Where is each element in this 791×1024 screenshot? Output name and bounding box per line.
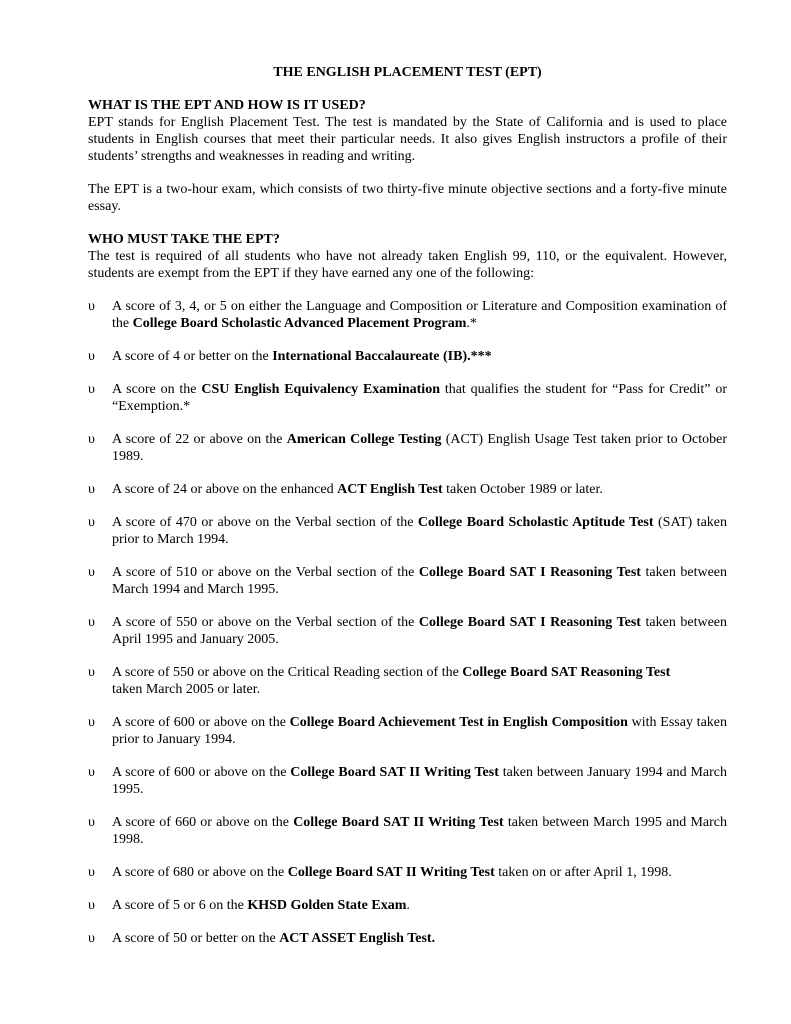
list-item bbox=[88, 714, 727, 748]
list-item bbox=[88, 431, 727, 465]
bullet-icon: υ bbox=[88, 382, 95, 397]
item-text: A score of 550 or above on the Critical Reading section of the bbox=[112, 665, 463, 680]
list-item bbox=[88, 564, 727, 598]
list-item bbox=[88, 814, 727, 848]
item-text: A score of 5 or 6 on the bbox=[112, 898, 248, 913]
item-text: taken on or after April 1, 1998. bbox=[494, 865, 672, 880]
item-text: taken between March 1994 and March 1995. bbox=[112, 565, 728, 597]
item-text: . bbox=[406, 898, 410, 913]
list-item bbox=[88, 930, 727, 947]
bullet-icon: υ bbox=[88, 515, 95, 530]
bold-test-name: KHSD Golden State Exam bbox=[247, 898, 407, 913]
bullet-icon: υ bbox=[88, 931, 95, 946]
list-item bbox=[88, 381, 727, 415]
document-title: THE ENGLISH PLACEMENT TEST (EPT) bbox=[273, 65, 542, 80]
item-text: A score of 550 or above on the Verbal section of the bbox=[112, 615, 419, 630]
bold-test-name: College Board SAT II Writing Test bbox=[293, 815, 504, 830]
paragraph-requirement: The test is required of all students who have not already taken English 99, 110, or the equivalent. However, students are exempt from the EPT if they have earned any one of the following: bbox=[88, 249, 727, 281]
item-text: A score of 470 or above on the Verbal section of the bbox=[112, 515, 418, 530]
item-text: A score of 600 or above on the bbox=[112, 715, 290, 730]
bold-test-name: College Board Achievement Test in English Composition bbox=[289, 715, 628, 730]
item-text: A score of 3, 4, or 5 on either the Language and Composition or Literature and Composition examination of the bbox=[112, 299, 727, 331]
item-text: (ACT) English Usage Test taken prior to October 1989. bbox=[112, 432, 727, 464]
item-text: A score of 600 or above on the bbox=[112, 765, 291, 780]
list-item bbox=[88, 614, 727, 648]
bullet-icon: υ bbox=[88, 715, 95, 730]
item-text: A score of 510 or above on the Verbal section of the bbox=[112, 565, 419, 580]
bullet-icon: υ bbox=[88, 299, 95, 314]
item-text: A score of 680 or above on the bbox=[112, 865, 288, 880]
section-heading-what-is-ept: WHAT IS THE EPT AND HOW IS IT USED? bbox=[88, 98, 366, 113]
bold-test-name: American College Testing bbox=[286, 432, 442, 447]
bullet-icon: υ bbox=[88, 765, 95, 780]
item-text: A score of 660 or above on the bbox=[112, 815, 294, 830]
bullet-icon: υ bbox=[88, 482, 95, 497]
item-text: .* bbox=[466, 316, 477, 331]
item-text: taken between April 1995 and January 2005. bbox=[112, 615, 728, 647]
bold-test-name: College Board SAT II Writing Test bbox=[290, 765, 499, 780]
bold-test-name: CSU English Equivalency Examination bbox=[201, 382, 440, 397]
document-page bbox=[88, 64, 727, 963]
bullet-icon: υ bbox=[88, 432, 95, 447]
item-text: that qualifies the student for “Pass for Credit” or “Exemption.* bbox=[112, 382, 727, 414]
bold-test-name: College Board Scholastic Advanced Placement Program bbox=[132, 316, 467, 331]
bold-test-name: College Board Scholastic Aptitude Test bbox=[417, 515, 654, 530]
paragraph-exam-format: The EPT is a two-hour exam, which consists of two thirty-five minute objective sections and a forty-five minute essay. bbox=[88, 182, 727, 214]
paragraph-ept-definition: EPT stands for English Placement Test. The test is mandated by the State of California and is used to place students in English courses that meet their particular needs. It also gives English instructors a profile of their students’ strengths and weaknesses in reading and writing. bbox=[88, 115, 727, 164]
bullet-icon: υ bbox=[88, 565, 95, 580]
item-text: A score on the bbox=[112, 382, 202, 397]
list-item bbox=[88, 514, 727, 548]
list-item bbox=[88, 481, 727, 498]
bold-test-name: College Board SAT I Reasoning Test bbox=[418, 565, 641, 580]
list-item bbox=[88, 348, 727, 365]
item-text: with Essay taken prior to January 1994. bbox=[112, 715, 727, 747]
bold-test-name: ACT English Test bbox=[337, 482, 443, 497]
list-item bbox=[88, 764, 727, 798]
item-text: A score of 50 or better on the bbox=[112, 931, 280, 946]
bullet-icon: υ bbox=[88, 615, 95, 630]
bullet-icon: υ bbox=[88, 349, 95, 364]
bold-test-name: College Board SAT I Reasoning Test bbox=[418, 615, 641, 630]
list-item bbox=[88, 298, 727, 332]
item-text: (SAT) taken prior to March 1994. bbox=[112, 515, 727, 547]
bullet-icon: υ bbox=[88, 665, 95, 680]
bold-test-name: ACT ASSET English Test. bbox=[279, 931, 436, 946]
exemption-list bbox=[88, 298, 727, 947]
bullet-icon: υ bbox=[88, 865, 95, 880]
item-text: A score of 24 or above on the enhanced bbox=[112, 482, 338, 497]
bold-test-name: International Baccalaureate (IB).*** bbox=[272, 349, 492, 364]
item-text: taken between January 1994 and March 1995. bbox=[112, 765, 728, 797]
section-heading-who-must-take: WHO MUST TAKE THE EPT? bbox=[88, 232, 280, 247]
item-text: taken October 1989 or later. bbox=[442, 482, 603, 497]
list-item bbox=[88, 864, 727, 881]
bold-test-name: College Board SAT II Writing Test bbox=[287, 865, 495, 880]
bold-test-name: College Board SAT Reasoning Test bbox=[462, 665, 671, 680]
item-text: taken March 2005 or later. bbox=[112, 682, 261, 697]
bullet-icon: υ bbox=[88, 815, 95, 830]
item-text: A score of 4 or better on the bbox=[112, 349, 273, 364]
bullet-icon: υ bbox=[88, 898, 95, 913]
list-item bbox=[88, 664, 727, 698]
item-text: taken between March 1995 and March 1998. bbox=[112, 815, 727, 847]
list-item bbox=[88, 897, 727, 914]
item-text: A score of 22 or above on the bbox=[112, 432, 287, 447]
